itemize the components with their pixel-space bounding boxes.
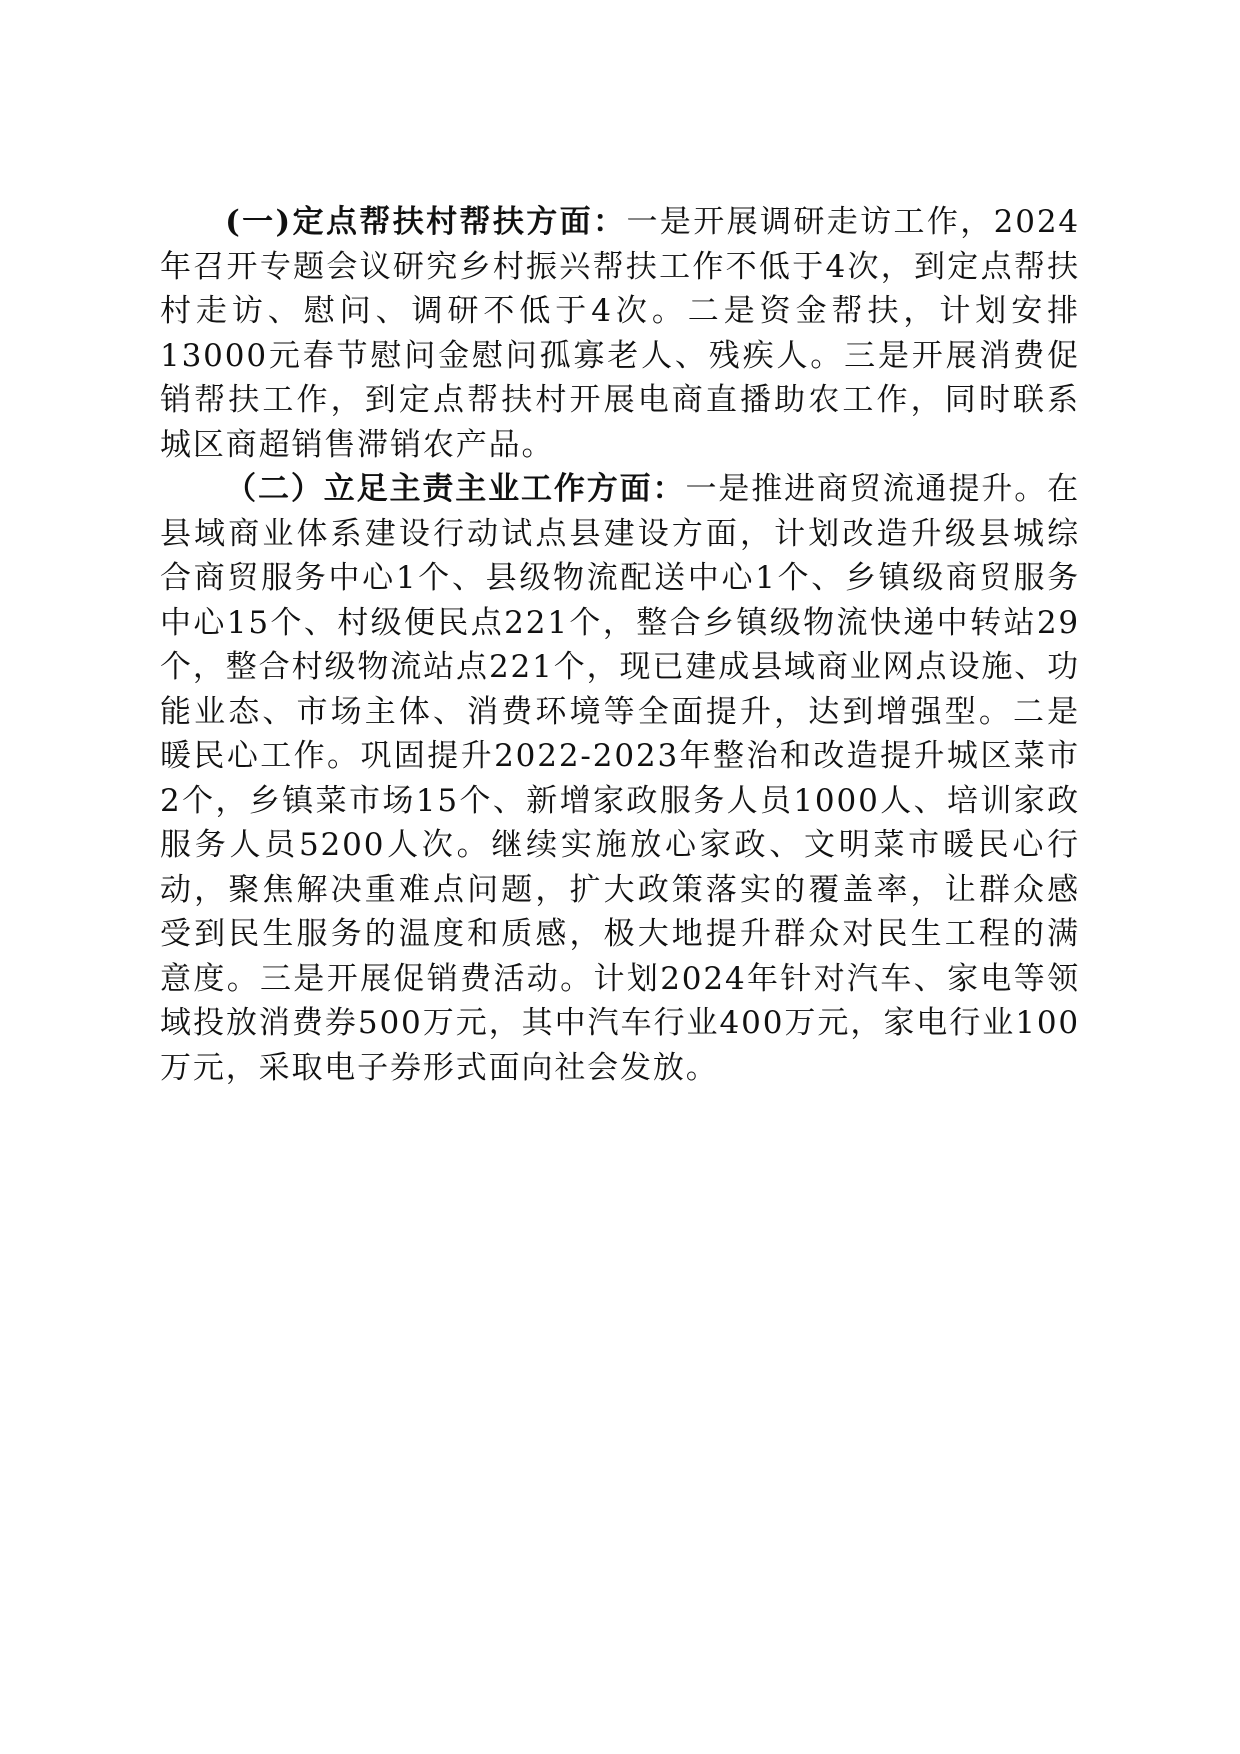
paragraph-assistance-village xyxy=(160,200,1080,467)
section-text: 一是开展调研走访工作，2024年召开专题会议研究乡村振兴帮扶工作不低于4次，到定点帮扶村走访、慰问、调研不低于4次。二是资金帮扶，计划安排13000元春节慰问金慰问孤寡老人、残疾人。三是开展消费促销帮扶工作，到定点帮扶村开展电商直播助农工作，同时联系城区商超销售滞销农产品。 xyxy=(160,204,1081,463)
paragraph-main-business xyxy=(160,467,1080,1090)
section-heading: (一)定点帮扶村帮扶方面： xyxy=(225,204,627,240)
section-heading: （二）立足主责主业工作方面： xyxy=(225,471,686,507)
section-text: 一是推进商贸流通提升。在县域商业体系建设行动试点县建设方面，计划改造升级县城综合商贸服务中心1个、县级物流配送中心1个、乡镇级商贸服务中心15个、村级便民点221个，整合乡镇级物流快递中转站29个，整合村级物流站点221个，现已建成县域商业网点设施、功能业态、市场主体、消费环境等全面提升，达到增强型。二是暖民心工作。巩固提升2022-2023年整治和改造提升城区菜市2个，乡镇菜市场15个、新增家政服务人员1000人、培训家政服务人员5200人次。继续实施放心家政、文明菜市暖民心行动，聚焦解决重难点问题，扩大政策落实的覆盖率，让群众感受到民生服务的温度和质感，极大地提升群众对民生工程的满意度。三是开展促销费活动。计划2024年针对汽车、家电等领域投放消费券500万元，其中汽车行业400万元，家电行业100万元，采取电子券形式面向社会发放。 xyxy=(160,471,1080,1086)
document-body xyxy=(160,200,1080,1090)
